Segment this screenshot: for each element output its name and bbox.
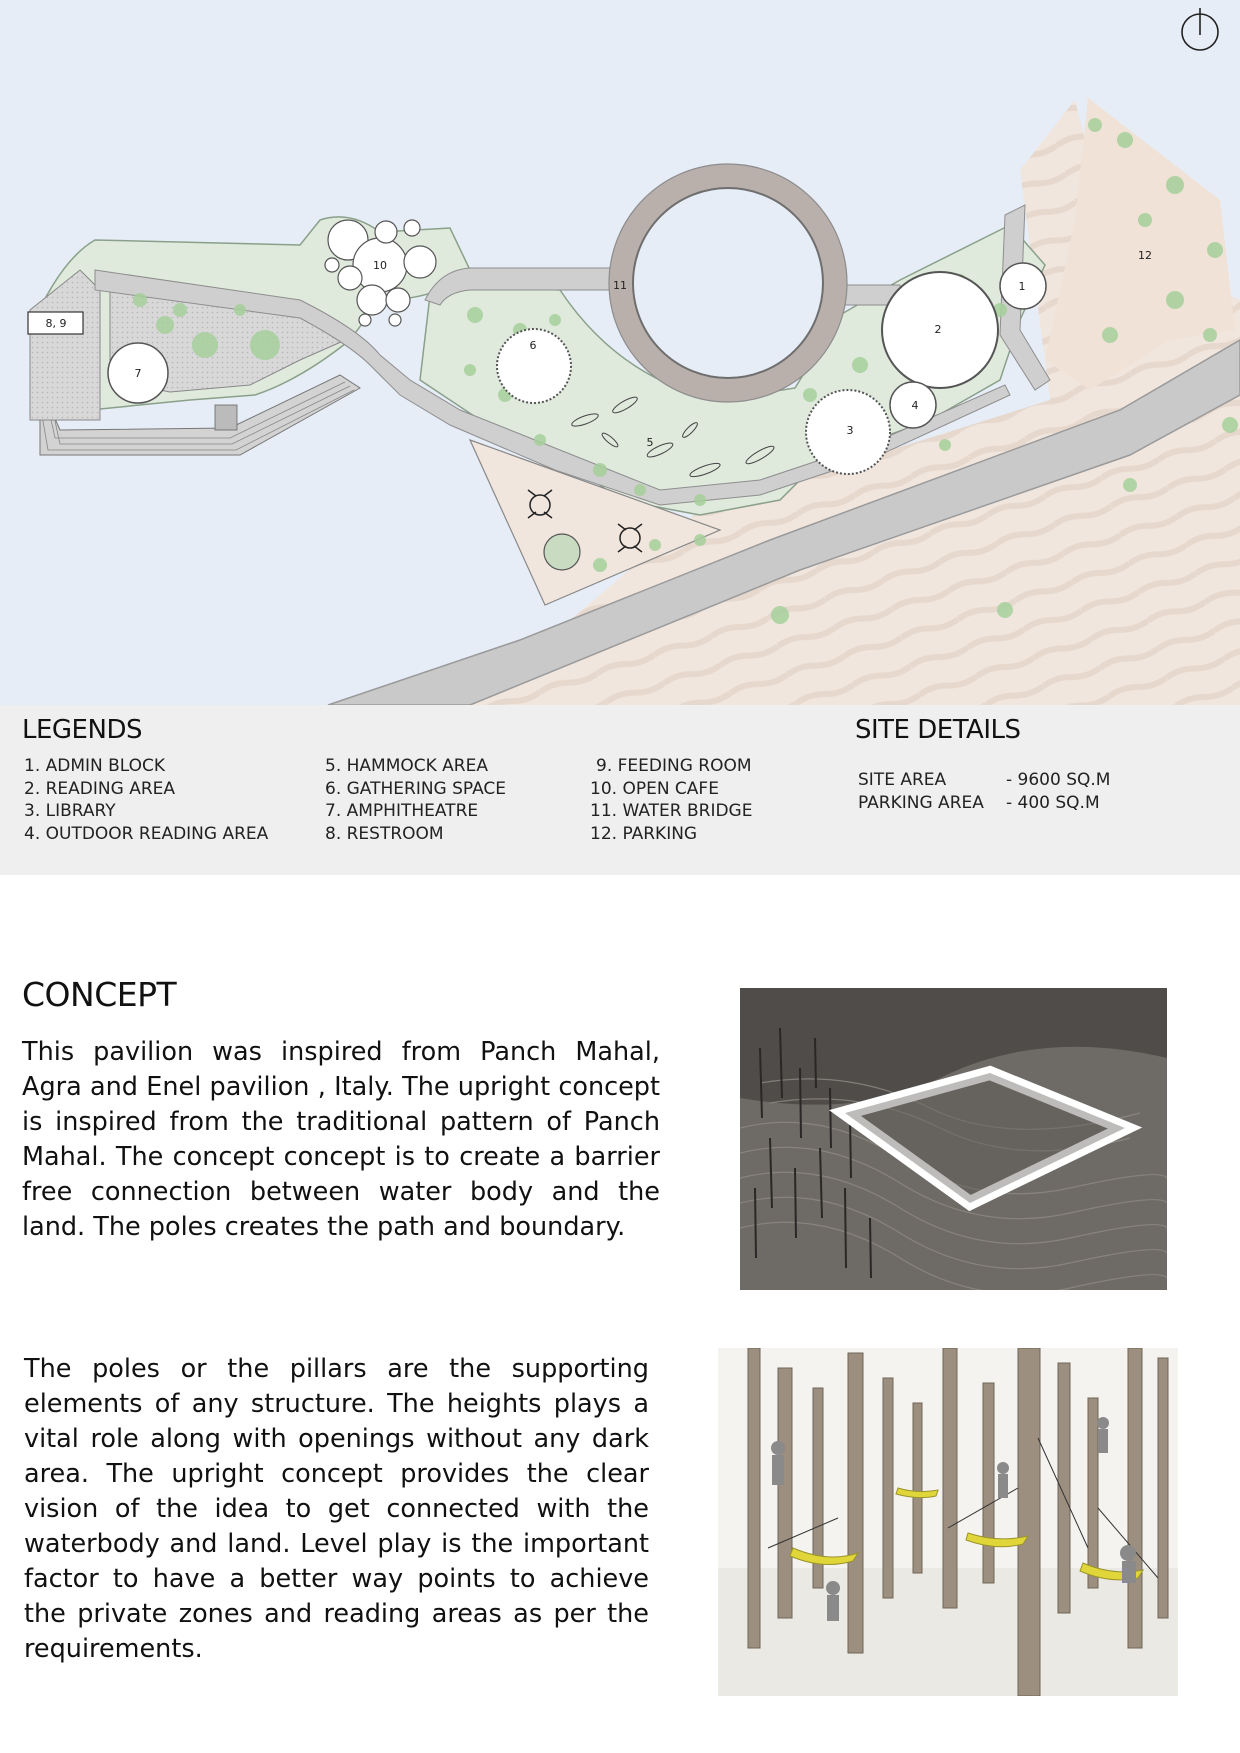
plan-label-3: 3 [846,424,854,437]
concept-paragraph-1: This pavilion was inspired from Panch Mahal, Agra and Enel pavilion , Italy. The upright concept is inspired from the traditional pattern of Panch Mahal. The concept concept is to create a barrier free connection between water body and the land. The poles creates the path and boundary. [22,1037,660,1242]
site-detail-value: - 9600 SQ.M [1006,770,1111,790]
site-detail-row [858,792,1110,815]
site-plan [0,0,1240,705]
legend-column-1 [24,755,268,845]
legend-column-2 [325,755,506,845]
site-detail-label: SITE AREA [858,770,947,790]
legend-item: 7. AMPHITHEATRE [325,801,479,821]
concept-paragraph-2: The poles or the pillars are the supporting elements of any structure. The heights plays a vital role along with openings without any dark area. The upright concept provides the clear vision of the idea to get connected with the waterbody and land. Level play is the important factor to have a better way points to achieve the private zones and reading areas as per the requirements. [24,1354,649,1664]
legend-item: 5. HAMMOCK AREA [325,756,488,776]
legend-panel [0,705,1240,875]
legend-item: 4. OUTDOOR READING AREA [24,823,269,844]
legends-title: LEGENDS [22,715,142,745]
site-detail-row [858,769,1110,792]
legend-item: 1. ADMIN BLOCK [24,756,166,776]
site-details-title: SITE DETAILS [855,715,1021,745]
site-detail-value: - 400 SQ.M [1006,792,1100,813]
concept-model-photo [740,988,1167,1290]
legend-item: 3. LIBRARY [24,801,116,821]
legend-item: 2. READING AREA [24,778,176,799]
plan-label-2: 2 [934,323,942,336]
legend-item: 9. FEEDING ROOM [596,756,752,776]
legend-item: 6. GATHERING SPACE [325,778,507,799]
plan-label-1: 1 [1018,280,1026,293]
site-details-list [858,769,1110,814]
plan-label-10: 10 [373,259,387,272]
plan-label-11: 11 [613,279,627,292]
pillars-hammock-render [718,1348,1178,1696]
plan-label-12: 12 [1138,249,1152,262]
plan-label-5: 5 [646,436,654,449]
plan-label-6: 6 [529,339,537,352]
legend-item: 10. OPEN CAFE [590,778,719,799]
plan-label-7: 7 [134,367,142,380]
site-detail-label: PARKING AREA [858,792,984,813]
legend-item: 12. PARKING [590,823,698,844]
plan-label-4: 4 [911,399,919,412]
legend-column-3 [590,755,752,845]
plan-label-8-9: 8, 9 [45,317,67,330]
legend-item: 11. WATER BRIDGE [590,801,753,821]
concept-title: CONCEPT [22,975,177,1014]
legend-item: 8. RESTROOM [325,823,444,844]
